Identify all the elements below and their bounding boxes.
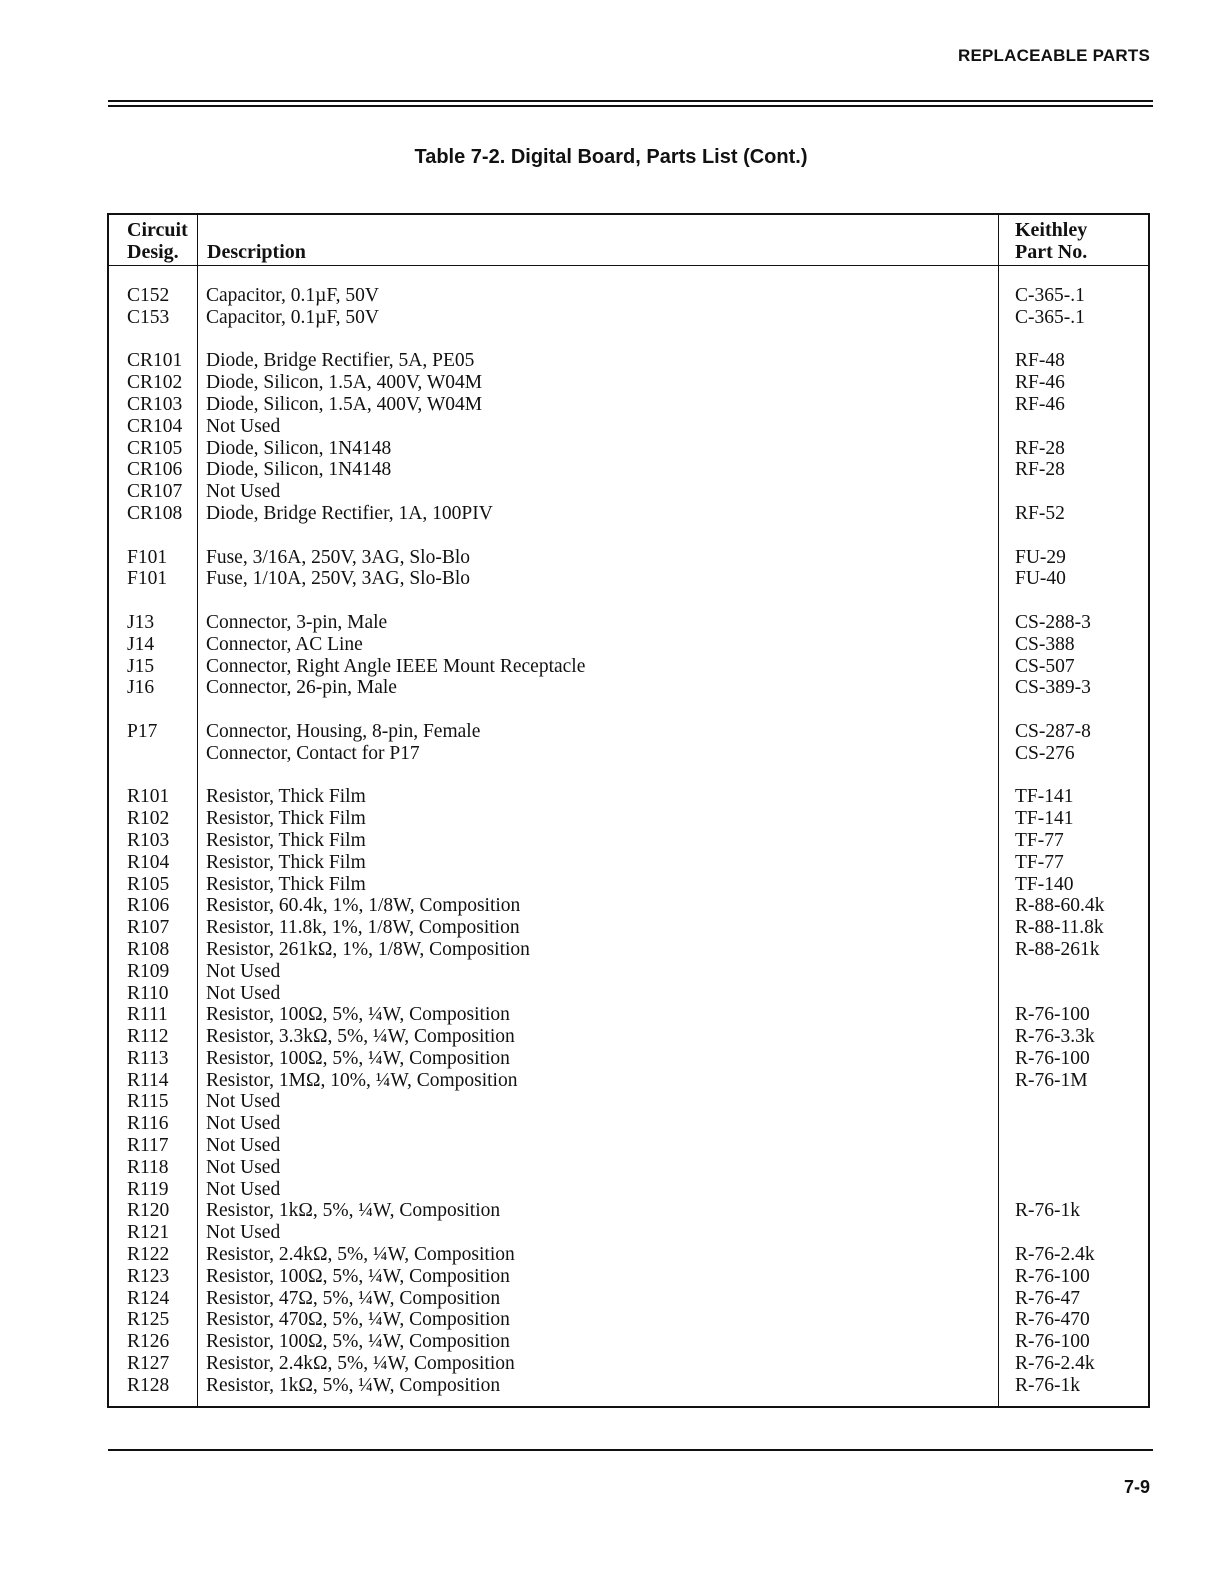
description-cell: Resistor, Thick Film	[206, 873, 366, 895]
circuit-desig-cell: R102	[127, 808, 170, 830]
part-number-cell: RF-46	[1015, 393, 1065, 415]
column-header-line: Part No.	[1015, 241, 1088, 263]
table-row	[109, 874, 1148, 896]
description-cell: Not Used	[206, 1113, 281, 1135]
description-cell: Diode, Silicon, 1.5A, 400V, W04M	[206, 372, 483, 394]
part-number-cell: FU-40	[1015, 568, 1066, 590]
footer-rule	[108, 1449, 1153, 1451]
table-row	[109, 372, 1148, 394]
part-number-cell: R-76-2.4k	[1015, 1244, 1095, 1266]
part-number-cell: R-88-261k	[1015, 938, 1100, 960]
row-spacer	[109, 765, 1148, 787]
circuit-desig-cell: CR105	[127, 437, 183, 459]
circuit-desig-cell: J14	[127, 633, 155, 655]
part-number-cell: C-365-.1	[1015, 285, 1085, 306]
part-number-cell: R-76-1M	[1015, 1069, 1088, 1091]
description-cell: Not Used	[206, 1091, 281, 1113]
description-cell: Resistor, 3.3kΩ, 5%, ¼W, Composition	[206, 1026, 515, 1048]
description-cell: Capacitor, 0.1µF, 50V	[206, 306, 379, 328]
description-cell: Resistor, Thick Film	[206, 851, 366, 873]
table-row	[109, 350, 1148, 372]
column-header-line: Keithley	[1015, 219, 1088, 241]
table-row	[109, 961, 1148, 983]
part-number-cell: RF-48	[1015, 350, 1065, 372]
part-number-cell: C-365-.1	[1015, 306, 1085, 328]
description-cell: Resistor, Thick Film	[206, 829, 366, 851]
circuit-desig-cell: R108	[127, 938, 170, 960]
column-header-line: Circuit	[127, 219, 188, 241]
column-header-description: Description	[207, 241, 306, 263]
description-cell: Resistor, 1MΩ, 10%, ¼W, Composition	[206, 1069, 518, 1091]
circuit-desig-cell: R122	[127, 1244, 170, 1266]
circuit-desig-cell: R110	[127, 982, 169, 1004]
description-cell: Resistor, 2.4kΩ, 5%, ¼W, Composition	[206, 1353, 515, 1375]
table-row	[109, 830, 1148, 852]
circuit-desig-cell: R115	[127, 1091, 169, 1113]
table-row	[109, 503, 1148, 525]
table-row	[109, 917, 1148, 939]
description-cell: Resistor, Thick Film	[206, 786, 366, 808]
part-number-cell: R-88-60.4k	[1015, 895, 1105, 917]
table-row	[109, 1222, 1148, 1244]
description-cell: Diode, Bridge Rectifier, 1A, 100PIV	[206, 502, 493, 524]
description-cell: Not Used	[206, 1135, 281, 1157]
table-row	[109, 656, 1148, 678]
circuit-desig-cell: R101	[127, 786, 170, 808]
circuit-desig-cell: R112	[127, 1026, 169, 1048]
table-row	[109, 786, 1148, 808]
part-number-cell: TF-77	[1015, 851, 1064, 873]
column-header-line: Desig.	[127, 241, 179, 263]
table-body	[109, 285, 1148, 1397]
table-row	[109, 1179, 1148, 1201]
part-number-cell: RF-28	[1015, 437, 1065, 459]
circuit-desig-cell: R125	[127, 1309, 170, 1331]
table-row	[109, 568, 1148, 590]
description-cell: Resistor, 100Ω, 5%, ¼W, Composition	[206, 1331, 510, 1353]
table-row	[109, 1157, 1148, 1179]
description-cell: Resistor, 1kΩ, 5%, ¼W, Composition	[206, 1200, 501, 1222]
table-row	[109, 983, 1148, 1005]
part-number-cell: R-76-100	[1015, 1265, 1090, 1287]
part-number-cell: R-88-11.8k	[1015, 917, 1104, 939]
table-row	[109, 1091, 1148, 1113]
description-cell: Not Used	[206, 982, 281, 1004]
circuit-desig-cell: R116	[127, 1113, 169, 1135]
circuit-desig-cell: R111	[127, 1004, 168, 1026]
circuit-desig-cell: R104	[127, 851, 170, 873]
description-cell: Connector, 26-pin, Male	[206, 677, 397, 699]
part-number-cell: CS-507	[1015, 655, 1075, 677]
description-cell: Not Used	[206, 1222, 281, 1244]
circuit-desig-cell: R105	[127, 873, 170, 895]
table-row	[109, 1004, 1148, 1026]
row-spacer	[109, 329, 1148, 351]
table-row	[109, 612, 1148, 634]
description-cell: Not Used	[206, 960, 281, 982]
parts-table	[107, 213, 1150, 1408]
part-number-cell: CS-288-3	[1015, 611, 1091, 633]
section-header: REPLACEABLE PARTS	[958, 46, 1150, 65]
table-row	[109, 808, 1148, 830]
table-row	[109, 1026, 1148, 1048]
circuit-desig-cell: J16	[127, 677, 155, 699]
circuit-desig-cell: R121	[127, 1222, 170, 1244]
header-divider	[109, 265, 1148, 266]
circuit-desig-cell: CR104	[127, 415, 183, 437]
description-cell: Resistor, 2.4kΩ, 5%, ¼W, Composition	[206, 1244, 515, 1266]
description-cell: Diode, Silicon, 1.5A, 400V, W04M	[206, 393, 483, 415]
part-number-cell: RF-52	[1015, 502, 1065, 524]
part-number-cell: R-76-3.3k	[1015, 1026, 1095, 1048]
description-cell: Connector, Contact for P17	[206, 742, 420, 764]
column-header-part-no	[1015, 219, 1087, 263]
circuit-desig-cell: R120	[127, 1200, 170, 1222]
circuit-desig-cell: R109	[127, 960, 170, 982]
part-number-cell: CS-276	[1015, 742, 1075, 764]
description-cell: Not Used	[206, 481, 281, 503]
table-row	[109, 481, 1148, 503]
circuit-desig-cell: R119	[127, 1178, 169, 1200]
part-number-cell: CS-287-8	[1015, 720, 1091, 742]
part-number-cell: R-76-47	[1015, 1287, 1080, 1309]
part-number-cell: R-76-470	[1015, 1309, 1090, 1331]
part-number-cell: FU-29	[1015, 546, 1066, 568]
part-number-cell: TF-141	[1015, 786, 1074, 808]
description-cell: Resistor, Thick Film	[206, 808, 366, 830]
table-title: Table 7-2. Digital Board, Parts List (Cont.)	[414, 146, 808, 168]
row-spacer	[109, 590, 1148, 612]
description-cell: Connector, 3-pin, Male	[206, 611, 388, 633]
circuit-desig-cell: J15	[127, 655, 155, 677]
table-row	[109, 1200, 1148, 1222]
table-row	[109, 634, 1148, 656]
table-row	[109, 1309, 1148, 1331]
description-cell: Capacitor, 0.1µF, 50V	[206, 285, 379, 306]
table-row	[109, 1331, 1148, 1353]
description-cell: Connector, Right Angle IEEE Mount Receptacle	[206, 655, 586, 677]
table-row	[109, 1244, 1148, 1266]
header-double-rule	[108, 100, 1153, 107]
description-cell: Fuse, 3/16A, 250V, 3AG, Slo-Blo	[206, 546, 471, 568]
part-number-cell: R-76-1k	[1015, 1200, 1080, 1222]
column-header-circuit-desig	[127, 219, 188, 263]
description-cell: Not Used	[206, 1156, 281, 1178]
description-cell: Diode, Silicon, 1N4148	[206, 459, 392, 481]
description-cell: Resistor, 100Ω, 5%, ¼W, Composition	[206, 1047, 510, 1069]
part-number-cell: TF-77	[1015, 829, 1064, 851]
circuit-desig-cell: R117	[127, 1135, 169, 1157]
circuit-desig-cell: CR107	[127, 481, 183, 503]
circuit-desig-cell: R124	[127, 1287, 170, 1309]
table-row	[109, 438, 1148, 460]
circuit-desig-cell: R128	[127, 1374, 170, 1396]
description-cell: Resistor, 100Ω, 5%, ¼W, Composition	[206, 1004, 510, 1026]
table-row	[109, 547, 1148, 569]
circuit-desig-cell: R107	[127, 917, 170, 939]
table-row	[109, 416, 1148, 438]
table-row	[109, 1048, 1148, 1070]
circuit-desig-cell: CR102	[127, 372, 183, 394]
circuit-desig-cell: F101	[127, 546, 168, 568]
circuit-desig-cell: R103	[127, 829, 170, 851]
circuit-desig-cell: CR106	[127, 459, 183, 481]
table-row	[109, 677, 1148, 699]
circuit-desig-cell: CR101	[127, 350, 183, 372]
description-cell: Resistor, 60.4k, 1%, 1/8W, Composition	[206, 895, 521, 917]
part-number-cell: R-76-100	[1015, 1004, 1090, 1026]
circuit-desig-cell: C153	[127, 306, 170, 328]
description-cell: Diode, Silicon, 1N4148	[206, 437, 392, 459]
table-row	[109, 1288, 1148, 1310]
part-number-cell: R-76-100	[1015, 1047, 1090, 1069]
part-number-cell: RF-46	[1015, 372, 1065, 394]
part-number-cell: R-76-2.4k	[1015, 1353, 1095, 1375]
row-spacer	[109, 699, 1148, 721]
description-cell: Resistor, 470Ω, 5%, ¼W, Composition	[206, 1309, 510, 1331]
circuit-desig-cell: C152	[127, 285, 170, 306]
table-row	[109, 394, 1148, 416]
table-row	[109, 743, 1148, 765]
circuit-desig-cell: R114	[127, 1069, 169, 1091]
description-cell: Fuse, 1/10A, 250V, 3AG, Slo-Blo	[206, 568, 471, 590]
table-row	[109, 459, 1148, 481]
circuit-desig-cell: R106	[127, 895, 170, 917]
description-cell: Connector, Housing, 8-pin, Female	[206, 720, 481, 742]
circuit-desig-cell: J13	[127, 611, 155, 633]
table-row	[109, 285, 1148, 307]
circuit-desig-cell: R126	[127, 1331, 170, 1353]
circuit-desig-cell: R127	[127, 1353, 170, 1375]
circuit-desig-cell: R113	[127, 1047, 169, 1069]
table-row	[109, 1353, 1148, 1375]
table-row	[109, 852, 1148, 874]
description-cell: Diode, Bridge Rectifier, 5A, PE05	[206, 350, 475, 372]
table-row	[109, 307, 1148, 329]
table-row	[109, 721, 1148, 743]
table-row	[109, 939, 1148, 961]
part-number-cell: CS-389-3	[1015, 677, 1091, 699]
circuit-desig-cell: F101	[127, 568, 168, 590]
part-number-cell: R-76-1k	[1015, 1374, 1080, 1396]
table-row	[109, 895, 1148, 917]
circuit-desig-cell: R118	[127, 1156, 169, 1178]
table-row	[109, 1135, 1148, 1157]
description-cell: Resistor, 1kΩ, 5%, ¼W, Composition	[206, 1374, 501, 1396]
circuit-desig-cell: R123	[127, 1265, 170, 1287]
description-cell: Resistor, 11.8k, 1%, 1/8W, Composition	[206, 917, 520, 939]
part-number-cell: R-76-100	[1015, 1331, 1090, 1353]
row-spacer	[109, 525, 1148, 547]
table-row	[109, 1113, 1148, 1135]
part-number-cell: CS-388	[1015, 633, 1075, 655]
description-cell: Not Used	[206, 1178, 281, 1200]
part-number-cell: RF-28	[1015, 459, 1065, 481]
page-number: 7-9	[1123, 1477, 1150, 1497]
description-cell: Resistor, 100Ω, 5%, ¼W, Composition	[206, 1265, 510, 1287]
table-row	[109, 1375, 1148, 1397]
description-cell: Connector, AC Line	[206, 633, 363, 655]
part-number-cell: TF-140	[1015, 873, 1074, 895]
circuit-desig-cell: P17	[127, 720, 158, 742]
circuit-desig-cell: CR108	[127, 502, 183, 524]
table-row	[109, 1266, 1148, 1288]
table-row	[109, 1070, 1148, 1092]
circuit-desig-cell: CR103	[127, 393, 183, 415]
description-cell: Resistor, 261kΩ, 1%, 1/8W, Composition	[206, 938, 530, 960]
description-cell: Not Used	[206, 415, 281, 437]
description-cell: Resistor, 47Ω, 5%, ¼W, Composition	[206, 1287, 501, 1309]
part-number-cell: TF-141	[1015, 808, 1074, 830]
